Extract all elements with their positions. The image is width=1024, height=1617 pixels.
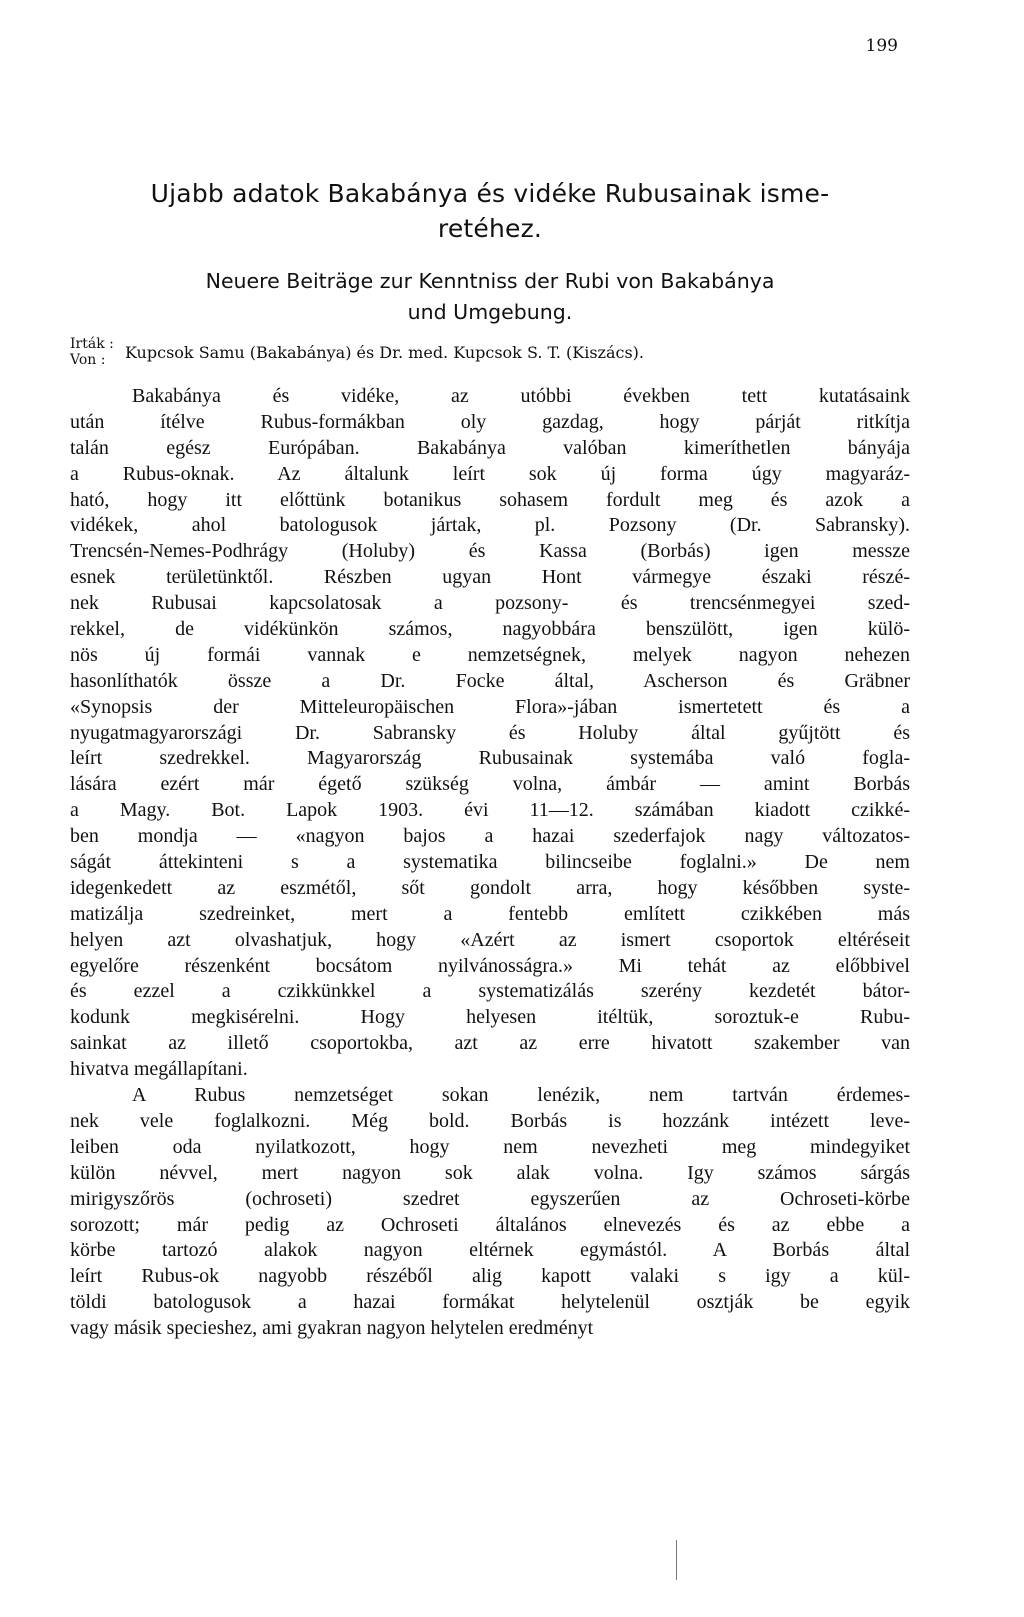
author-names: Kupcsok Samu (Bakabánya) és Dr. med. Kupcsok S. T. (Kiszács).: [124, 342, 645, 362]
author-label-hu: Irták :: [70, 336, 114, 352]
body-line: töldi batologusok a hazai formákat helytelenül osztják be egyik: [70, 1291, 910, 1314]
author-line: [70, 336, 910, 368]
body-line: talán egész Európában. Bakabánya valóban kimeríthetlen bányája: [70, 436, 910, 459]
body-line: hivatva megállapítani.: [70, 1058, 248, 1081]
title-line: Ujabb adatok Bakabánya és vidéke Rubusainak isme-: [150, 179, 830, 208]
body-line: a Rubus-oknak. Az általunk leírt sok új forma úgy magyaráz-: [70, 462, 910, 485]
body-line: helyen azt olvashatjuk, hogy «Azért az ismert csoportok eltéréseit: [70, 928, 910, 951]
body-line: kodunk megkisérelni. Hogy helyesen itéltük, soroztuk-e Rubu-: [70, 1006, 910, 1029]
body-line: ben mondja — «nagyon bajos a hazai szederfajok nagy változatos-: [70, 825, 910, 848]
body-line: A Rubus nemzetséget sokan lenézik, nem tartván érdemes-: [132, 1084, 910, 1107]
body-line: ható, hogy itt előttünk botanikus sohasem fordult meg és azok a: [70, 488, 910, 511]
body-line: körbe tartozó alakok nagyon eltérnek egymástól. A Borbás által: [70, 1239, 910, 1262]
author-label: [70, 336, 114, 368]
body-line: ságát áttekinteni s a systematika bilincseibe foglalni.» De nem: [70, 851, 910, 874]
body-text: [70, 384, 910, 1342]
body-line: mirigyszőrös (ochroseti) szedret egyszerűen az Ochroseti-körbe: [70, 1187, 910, 1210]
body-line: és ezzel a czikkünkkel a systematizálás szerény kezdetét bátor-: [70, 980, 910, 1003]
body-line: sainkat az illető csoportokba, azt az erre hivatott szakember van: [70, 1032, 910, 1055]
body-line: lására ezért már égető szükség volna, ámbár — amint Borbás: [70, 773, 910, 796]
body-line: külön névvel, mert nagyon sok alak volna. Igy számos sárgás: [70, 1161, 910, 1184]
body-line: rekkel, de vidékünkön számos, nagyobbára benszülött, igen külö-: [70, 618, 910, 641]
body-line: sorozott; már pedig az Ochroseti általános elnevezés és az ebbe a: [70, 1213, 910, 1236]
title-line: retéhez.: [437, 214, 543, 243]
body-line: egyelőre részenként bocsátom nyilvánosságra.» Mi tehát az előbbivel: [70, 954, 910, 977]
body-line: hasonlíthatók össze a Dr. Focke által, Ascherson és Gräbner: [70, 669, 910, 692]
body-line: a Magy. Bot. Lapok 1903. évi 11—12. számában kiadott czikké-: [70, 799, 910, 822]
body-line: «Synopsis der Mitteleuropäischen Flora»-jában ismertetett és a: [70, 695, 910, 718]
body-line: vagy másik specieshez, ami gyakran nagyon helytelen eredményt: [70, 1317, 594, 1340]
body-line: után ítélve Rubus-formákban oly gazdag, hogy párját ritkítja: [70, 410, 910, 433]
article-subtitle: [70, 266, 910, 328]
body-line: nyugatmagyarországi Dr. Sabransky és Holuby által gyűjtött és: [70, 721, 910, 744]
body-line: leiben oda nyilatkozott, hogy nem nevezheti meg mindegyiket: [70, 1135, 910, 1158]
body-line: idegenkedett az eszmétől, sőt gondolt arra, hogy későbben syste-: [70, 876, 910, 899]
body-line: leírt Rubus-ok nagyobb részéből alig kapott valaki s igy a kül-: [70, 1265, 910, 1288]
body-line: Bakabánya és vidéke, az utóbbi években tett kutatásaink: [132, 385, 910, 407]
body-line: leírt szedrekkel. Magyarország Rubusainak systemába való fogla-: [70, 747, 910, 770]
subtitle-line: Neuere Beiträge zur Kenntniss der Rubi von Bakabánya: [205, 269, 775, 293]
body-line: Trencsén-Nemes-Podhrágy (Holuby) és Kassa (Borbás) igen messze: [70, 540, 910, 563]
body-line: esnek területünktől. Részben ugyan Hont vármegye északi részé-: [70, 566, 910, 589]
body-line: nös új formái vannak e nemzetségnek, melyek nagyon nehezen: [70, 643, 910, 666]
article-title: [70, 176, 910, 246]
subtitle-line: und Umgebung.: [407, 300, 573, 324]
body-line: vidékek, ahol batologusok jártak, pl. Pozsony (Dr. Sabransky).: [70, 514, 910, 537]
body-line: nek Rubusai kapcsolatosak a pozsony- és trencsénmegyei szed-: [70, 592, 910, 615]
body-line: nek vele foglalkozni. Még bold. Borbás is hozzánk intézett leve-: [70, 1109, 910, 1132]
body-line: matizálja szedreinket, mert a fentebb említett czikkében más: [70, 902, 910, 925]
page-number: 199: [865, 36, 898, 56]
scan-mark: [676, 1540, 677, 1580]
author-label-de: Von :: [70, 352, 106, 368]
